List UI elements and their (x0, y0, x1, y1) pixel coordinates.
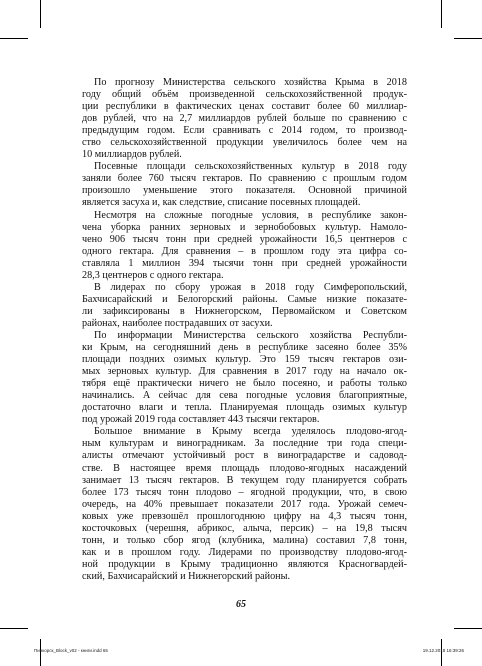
crop-mark-bottom-left-h (0, 628, 28, 629)
text-line: Несмотря на сложные погодные условия, в республике закон- (94, 209, 407, 221)
text-line: ковых уже превзошёл прошлогоднюю цифру на 4,3 тысяч тонн, (82, 510, 407, 522)
text-line: мых зерновых культур. Для сравнения в 2017 году на начало ок- (82, 366, 407, 378)
text-line: ции республики в фактических ценах составит более 60 миллиар- (82, 101, 407, 113)
text-line: ной продукции в Крыму традиционно являются Красногвардей- (82, 558, 407, 570)
text-line: Бахчисарайский и Белогорский районы. Самые низкие показате- (82, 293, 407, 305)
text-line: одного гектара. Для сравнения – в прошлом году эта цифра со- (82, 245, 407, 257)
text-line: тября ещё практически ничего не было посеяно, и работы только (82, 378, 407, 390)
text-line: чено 906 тысяч тонн при средней урожайности 16,5 центнеров с (82, 233, 407, 245)
text-line: заняли более 760 тысяч гектаров. По сравнению с прошлым годом (82, 173, 407, 185)
text-line: ство сельскохозяйственной продукции увеличилось более чем на (82, 137, 407, 149)
text-line: занимает 13 тысяч гектаров. В текущем году планируется собрать (82, 474, 407, 486)
text-line: очередь, на 40% превышает показатели 2017 года. Урожай семеч- (82, 498, 407, 510)
paragraph (82, 330, 407, 426)
paragraph (82, 210, 407, 282)
text-line: 10 миллиардов рублей. (82, 149, 182, 161)
slug-datetime: 19.12.2018 16:39:26 (422, 648, 464, 653)
text-line: ки Крым, на сегодняшний день в республике засеяно более 35% (82, 342, 407, 354)
paragraph (82, 282, 407, 330)
paragraph (82, 426, 407, 583)
crop-mark-top-left-h (0, 38, 28, 39)
crop-mark-top-right-v (441, 0, 442, 28)
crop-mark-bottom-right-h (454, 628, 482, 629)
page-number: 65 (236, 599, 246, 610)
text-line: году общий объём произведенной сельскохозяйственной продук- (82, 89, 407, 101)
slug-file: Пинкорск_Block_v02 - книги.indd 65 (34, 648, 108, 653)
text-line: более 173 тысяч тонн плодово – ягодной продукции, что, в свою (82, 486, 407, 498)
paragraph (82, 161, 407, 209)
text-line: произошло уменьшение этого показателя. Основной причиной (82, 185, 407, 197)
paragraph (82, 77, 407, 161)
text-line: По прогнозу Министерства сельского хозяйства Крыма в 2018 (94, 77, 407, 88)
text-line: косточковых (черешня, абрикос, алыча, персик) – на 19,8 тысяч (82, 522, 407, 534)
text-line: алисты отмечают устойчивый рост в виноградарстве и садовод- (82, 450, 407, 462)
text-line: ным культурам и виноградникам. За последние три года специ- (82, 438, 407, 450)
crop-mark-top-left-v (40, 0, 41, 28)
text-line: Большое внимание в Крыму всегда уделялось плодово-ягод- (94, 426, 407, 438)
text-line: тонн, и только сбор ягод (клубника, малина) составил 7,8 тонн, (82, 534, 407, 546)
text-line: чена уборка ранних зерновых и зернобобовых культур. Намоло- (82, 221, 407, 233)
text-line: дов рублей, что на 2,7 миллиардов рублей больше по сравнению с (82, 113, 407, 125)
text-line: По информации Министерства сельского хозяйства Республи- (94, 329, 407, 341)
text-line: под урожай 2019 года составляет 443 тысячи гектаров. (82, 414, 320, 426)
text-line: начинались. А сейчас для сева погодные условия благоприятные, (82, 390, 407, 402)
text-line: является засуха и, как следствие, списание посевных площадей. (82, 197, 361, 209)
text-line: В лидерах по сбору урожая в 2018 году Симферопольский, (94, 281, 407, 293)
text-line: ставляла 1 миллион 394 тысячи тонн при средней урожайности (82, 257, 407, 269)
text-line: ли зафиксированы в Нижнегорском, Первомайском и Советском (82, 305, 407, 317)
text-line: достаточно влаги и тепла. Планируемая площадь озимых культур (82, 402, 407, 414)
crop-mark-top-right-h (454, 38, 482, 39)
body-text (82, 77, 407, 583)
text-line: предыдущим годом. Если сравнивать с 2014 годом, то производ- (82, 125, 407, 137)
text-line: 28,3 центнеров с одного гектара. (82, 269, 224, 281)
text-line: районах, наиболее пострадавших от засухи. (82, 317, 273, 329)
text-line: ский, Бахчисарайский и Нижнегорский районы. (82, 570, 291, 582)
text-line: как и в прошлом году. Лидерами по производству плодово-ягод- (82, 546, 407, 558)
text-line: Посевные площади сельскохозяйственных культур в 2018 году (94, 161, 407, 173)
print-slug (34, 648, 464, 653)
text-line: стве. В настоящее время площадь плодово-ягодных насаждений (82, 462, 407, 474)
text-line: площади поздних озимых культур. Это 159 тысяч гектаров ози- (82, 354, 407, 366)
